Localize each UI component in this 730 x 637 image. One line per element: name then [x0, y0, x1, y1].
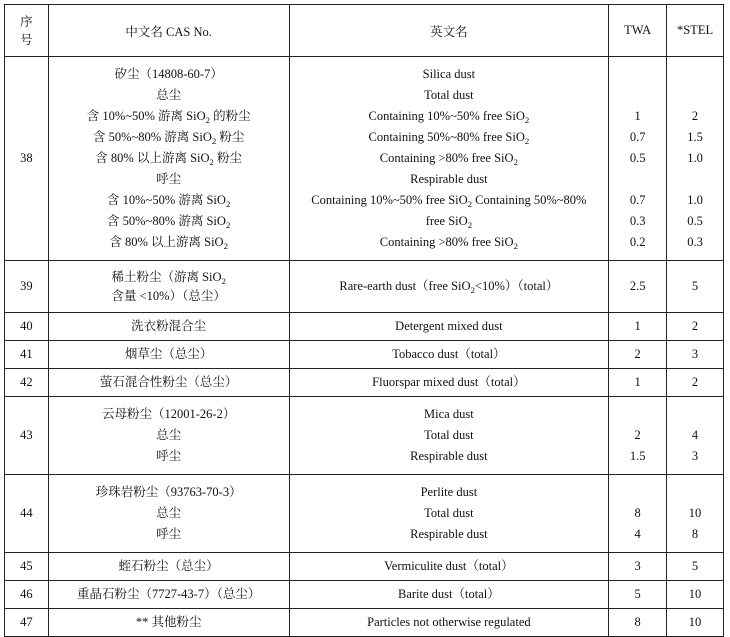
text-run: free SiO — [425, 214, 468, 228]
table-row — [5, 397, 724, 475]
en-name-cell-line — [290, 344, 609, 365]
twa-cell-line — [609, 85, 666, 106]
cn-name-cell-line — [49, 169, 289, 190]
twa-cell-line: 0.5 — [629, 151, 646, 165]
table-row — [5, 313, 724, 341]
cn-name-cell — [48, 397, 289, 475]
twa-cell-line: 1 — [634, 109, 641, 123]
en-name-cell — [289, 581, 609, 609]
cn-name-cell — [48, 261, 289, 313]
text-run: 总尘 — [156, 88, 182, 102]
subscript: 2 — [467, 220, 473, 231]
twa-cell — [609, 609, 667, 637]
subscript: 2 — [467, 199, 473, 210]
subscript: 2 — [524, 136, 530, 147]
en-name-cell-line — [290, 612, 609, 633]
header-stel: *STEL — [667, 5, 724, 57]
stel-cell-line: 3 — [691, 347, 699, 361]
text-run: 稀土粉尘（游离 SiO — [111, 269, 222, 284]
text-run: 洗衣粉混合尘 — [131, 319, 207, 333]
text-run: Detergent mixed dust — [395, 319, 503, 333]
row-number: 41 — [5, 341, 49, 369]
stel-cell — [667, 369, 724, 397]
stel-cell-line — [667, 64, 723, 85]
cn-name-cell-line — [49, 64, 289, 85]
text-run: Total dust — [424, 428, 474, 442]
cn-name-cell-line — [49, 503, 289, 524]
text-run: 含 80% 以上游离 SiO — [109, 235, 224, 249]
twa-cell — [609, 369, 667, 397]
cn-name-cell-line — [49, 211, 289, 232]
row-number: 45 — [5, 553, 49, 581]
stel-cell-line: 10 — [688, 506, 702, 520]
twa-cell — [609, 341, 667, 369]
text-run: Respirable dust — [410, 449, 488, 463]
subscript: 2 — [211, 136, 217, 147]
subscript: 2 — [513, 157, 518, 168]
en-name-cell-line — [290, 425, 609, 446]
stel-cell-line — [667, 169, 723, 190]
text-run: 含 10%~50% 游离 SiO — [86, 109, 206, 123]
subscript: 2 — [470, 285, 475, 296]
en-name-cell-line — [290, 404, 609, 425]
stel-cell — [667, 553, 724, 581]
text-run: 矽尘（14808-60-7） — [114, 67, 223, 81]
cn-name-cell-line — [49, 524, 289, 545]
cn-name-cell-line — [49, 190, 289, 211]
text-run: Total dust — [424, 506, 474, 520]
twa-cell-line — [609, 482, 666, 503]
text-run: Perlite dust — [420, 485, 478, 499]
text-run: 重晶石粉尘（7727-43-7）（总尘） — [77, 587, 261, 601]
text-run: Mica dust — [424, 407, 474, 421]
cn-name-cell-line — [49, 232, 289, 253]
text-run: <10%）（total） — [474, 279, 559, 293]
twa-cell-line: 0.7 — [629, 130, 646, 144]
stel-cell — [667, 397, 724, 475]
stel-cell-line — [667, 482, 723, 503]
en-name-cell-line — [290, 148, 609, 169]
cn-name-cell-line — [49, 148, 289, 169]
subscript: 2 — [209, 157, 214, 168]
subscript: 2 — [524, 115, 530, 126]
text-run: 的粉尘 — [209, 109, 251, 123]
text-run: Containing >80% free SiO — [379, 235, 514, 249]
stel-cell-line: 10 — [688, 615, 702, 629]
cn-name-cell — [48, 313, 289, 341]
twa-cell — [609, 475, 667, 553]
stel-cell-line: 2 — [691, 109, 699, 123]
en-name-cell-line — [290, 446, 609, 467]
en-name-cell-line — [290, 503, 609, 524]
subscript: 2 — [223, 241, 228, 252]
twa-cell-line: 8 — [634, 506, 641, 520]
row-number: 39 — [5, 261, 49, 313]
table-body — [5, 57, 724, 637]
stel-cell — [667, 475, 724, 553]
en-name-cell-line — [290, 106, 609, 127]
row-number: 46 — [5, 581, 49, 609]
text-run: 含 80% 以上游离 SiO — [95, 151, 210, 165]
header-no — [5, 5, 49, 57]
text-run: Containing 10%~50% free SiO — [368, 109, 525, 123]
en-name-cell-line — [290, 211, 609, 232]
en-name-cell — [289, 369, 609, 397]
cn-name-cell-line — [49, 344, 289, 365]
twa-cell-line: 0.3 — [629, 214, 646, 228]
stel-cell — [667, 609, 724, 637]
en-name-cell — [289, 57, 609, 261]
stel-cell-line — [667, 404, 723, 425]
text-run: 含 50%~80% 游离 SiO — [107, 214, 226, 228]
twa-cell — [609, 57, 667, 261]
twa-cell-line: 2 — [634, 428, 641, 442]
twa-cell-line: 3 — [634, 559, 641, 573]
twa-cell — [609, 313, 667, 341]
stel-cell-line: 10 — [688, 587, 702, 601]
stel-cell-line: 2 — [691, 319, 699, 333]
header-row — [5, 5, 724, 57]
table-row — [5, 609, 724, 637]
stel-cell-line: 5 — [691, 279, 699, 293]
subscript: 2 — [225, 220, 231, 231]
table-row — [5, 261, 724, 313]
table-row — [5, 581, 724, 609]
en-name-cell-line — [290, 276, 609, 297]
table-row — [5, 341, 724, 369]
text-run: Respirable dust — [410, 172, 488, 186]
stel-cell — [667, 581, 724, 609]
text-run: Silica dust — [422, 67, 476, 81]
cn-name-cell-line — [49, 446, 289, 467]
en-name-cell — [289, 313, 609, 341]
stel-cell — [667, 261, 724, 313]
text-run: Containing 10%~50% free SiO — [311, 193, 468, 207]
text-run: 含 50%~80% 游离 SiO — [92, 130, 212, 144]
text-run: 含量 <10%）（总尘） — [111, 288, 226, 303]
text-run: 呼尘 — [156, 527, 182, 541]
en-name-cell-line — [290, 372, 609, 393]
stel-cell-line: 2 — [691, 375, 699, 389]
cn-name-cell-line — [49, 316, 289, 337]
cn-name-cell-line — [49, 612, 289, 633]
text-run: 粉尘 — [216, 130, 245, 144]
cn-name-cell-line — [49, 85, 289, 106]
cn-name-cell — [48, 581, 289, 609]
text-run: 烟草尘（总尘） — [124, 347, 213, 361]
twa-cell — [609, 553, 667, 581]
text-run: 呼尘 — [156, 449, 182, 463]
cn-name-cell — [48, 475, 289, 553]
en-name-cell — [289, 397, 609, 475]
dust-limits-table — [4, 4, 724, 637]
header-no-line: 号 — [20, 32, 33, 47]
text-run: 总尘 — [156, 506, 182, 520]
cn-name-cell — [48, 369, 289, 397]
text-run: 云母粉尘（12001-26-2） — [102, 407, 236, 421]
subscript: 2 — [225, 199, 231, 210]
cn-name-cell-line — [49, 106, 289, 127]
en-name-cell-line — [290, 556, 609, 577]
stel-cell-line — [667, 85, 723, 106]
twa-cell-line — [609, 64, 666, 85]
text-run: 萤石混合性粉尘（总尘） — [99, 375, 238, 389]
stel-cell — [667, 313, 724, 341]
twa-cell-line: 5 — [634, 587, 641, 601]
en-name-cell-line — [290, 64, 609, 85]
twa-cell-line: 0.7 — [629, 193, 646, 207]
en-name-cell-line — [290, 127, 609, 148]
subscript: 2 — [205, 115, 210, 126]
en-name-cell — [289, 553, 609, 581]
twa-cell-line: 0.2 — [629, 235, 646, 249]
cn-name-cell-line — [49, 556, 289, 577]
stel-cell-line: 1.0 — [687, 151, 703, 165]
stel-cell-line: 5 — [691, 559, 699, 573]
twa-cell-line: 2.5 — [629, 279, 646, 293]
text-run: Total dust — [424, 88, 474, 102]
cn-name-cell — [48, 609, 289, 637]
stel-cell-line: 3 — [691, 449, 699, 463]
cn-name-cell — [48, 57, 289, 261]
text-run: Containing >80% free SiO — [379, 151, 514, 165]
header-cn-name: 中文名 CAS No. — [48, 5, 289, 57]
twa-cell — [609, 261, 667, 313]
table-row — [5, 553, 724, 581]
cn-name-cell-line — [49, 268, 289, 306]
twa-cell-line: 4 — [634, 527, 641, 541]
cn-name-cell-line — [49, 404, 289, 425]
stel-cell-line: 4 — [691, 428, 699, 442]
subscript: 2 — [513, 241, 518, 252]
text-run: 蛭石粉尘（总尘） — [118, 559, 219, 573]
row-number: 38 — [5, 57, 49, 261]
text-run: Particles not otherwise regulated — [367, 615, 531, 629]
twa-cell — [609, 581, 667, 609]
row-number: 43 — [5, 397, 49, 475]
text-run: Containing 50%~80% — [472, 193, 587, 207]
en-name-cell-line — [290, 85, 609, 106]
stel-cell — [667, 57, 724, 261]
twa-cell-line: 1 — [634, 375, 641, 389]
twa-cell-line: 1.5 — [629, 449, 646, 463]
en-name-cell-line — [290, 584, 609, 605]
text-run: Vermiculite dust（total） — [384, 559, 514, 573]
subscript: 2 — [221, 275, 226, 286]
text-run: Barite dust（total） — [398, 587, 500, 601]
text-run: Rare-earth dust（free SiO — [339, 279, 471, 293]
header-en-name: 英文名 — [289, 5, 609, 57]
en-name-cell — [289, 609, 609, 637]
stel-cell — [667, 341, 724, 369]
table-row — [5, 57, 724, 261]
row-number: 44 — [5, 475, 49, 553]
cn-name-cell — [48, 553, 289, 581]
en-name-cell — [289, 261, 609, 313]
text-run: 呼尘 — [156, 172, 182, 186]
text-run: 含 10%~50% 游离 SiO — [107, 193, 226, 207]
header-no-line: 序 — [20, 14, 33, 29]
text-run: 珍珠岩粉尘（93763-70-3） — [95, 485, 242, 499]
header-twa: TWA — [609, 5, 667, 57]
en-name-cell — [289, 475, 609, 553]
twa-cell-line: 8 — [634, 615, 641, 629]
stel-cell-line: 1.5 — [687, 130, 703, 144]
text-run: 粉尘 — [213, 151, 243, 165]
text-run: Containing 50%~80% free SiO — [368, 130, 525, 144]
en-name-cell-line — [290, 316, 609, 337]
row-number: 47 — [5, 609, 49, 637]
twa-cell-line: 1 — [634, 319, 641, 333]
stel-cell-line: 1.0 — [687, 193, 703, 207]
text-run: Tobacco dust（total） — [392, 347, 506, 361]
stel-cell-line: 8 — [691, 527, 699, 541]
twa-cell-line: 2 — [634, 347, 641, 361]
twa-cell-line — [609, 169, 666, 190]
cn-name-cell-line — [49, 584, 289, 605]
cn-name-cell-line — [49, 482, 289, 503]
text-run: Fluorspar mixed dust（total） — [372, 375, 526, 389]
en-name-cell — [289, 341, 609, 369]
en-name-cell-line — [290, 232, 609, 253]
row-number: 42 — [5, 369, 49, 397]
row-number: 40 — [5, 313, 49, 341]
stel-cell-line: 0.5 — [687, 214, 703, 228]
twa-cell — [609, 397, 667, 475]
text-run: 总尘 — [156, 428, 182, 442]
table-row — [5, 369, 724, 397]
en-name-cell-line — [290, 169, 609, 190]
cn-name-cell-line — [49, 425, 289, 446]
twa-cell-line — [609, 404, 666, 425]
cn-name-cell-line — [49, 127, 289, 148]
stel-cell-line: 0.3 — [687, 235, 703, 249]
en-name-cell-line — [290, 482, 609, 503]
en-name-cell-line — [290, 190, 609, 211]
cn-name-cell-line — [49, 372, 289, 393]
text-run: Respirable dust — [410, 527, 488, 541]
en-name-cell-line — [290, 524, 609, 545]
cn-name-cell — [48, 341, 289, 369]
table-row — [5, 475, 724, 553]
text-run: ** 其他粉尘 — [135, 615, 202, 629]
